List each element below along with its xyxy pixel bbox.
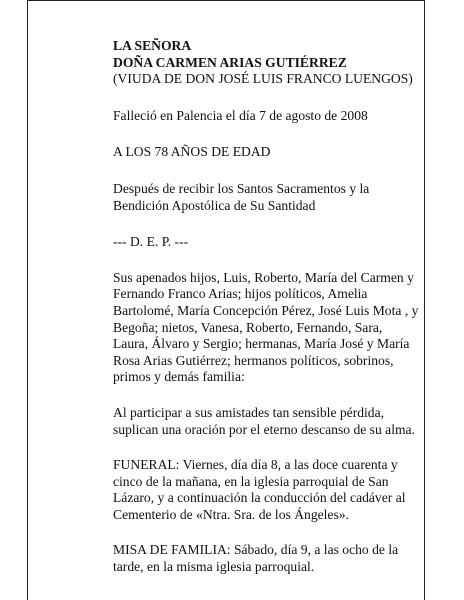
obituary-header: [113, 38, 425, 88]
funeral-paragraph: [113, 457, 425, 523]
family-line: primos y demás familia:: [113, 369, 245, 385]
deceased-name: DOÑA CARMEN ARIAS GUTIÉRREZ: [113, 54, 347, 70]
request-line: suplican una oración por el eterno descanso de su alma.: [113, 421, 415, 437]
family-line: Begoña; nietos, Vanesa, Roberto, Fernando, Sara,: [113, 319, 383, 335]
family-line: Rosa Arias Gutiérrez; hermanos políticos, sobrinos,: [113, 352, 394, 368]
sacraments-line: Después de recibir los Santos Sacramentos y la: [113, 180, 370, 196]
title-line: LA SEÑORA: [113, 38, 192, 53]
funeral-line: cinco de la mañana, en la iglesia parroquial de San: [113, 473, 389, 489]
widow-line: (VIUDA DE DON JOSÉ LUIS FRANCO LUENGOS): [113, 71, 413, 87]
request-paragraph: [113, 405, 425, 438]
family-line: Fernando Franco Arias; hijos políticos, Amelia: [113, 286, 368, 302]
family-mass-line: MISA DE FAMILIA: Sábado, día 9, a las ocho de la: [113, 542, 399, 558]
funeral-line: FUNERAL: Viernes, día día 8, a las doce cuarenta y: [113, 457, 398, 473]
funeral-line: Cementerio de «Ntra. Sra. de los Ángeles».: [113, 506, 349, 522]
request-line: Al participar a sus amistades tan sensible pérdida,: [113, 404, 385, 420]
rip-line: --- D. E. P. ---: [113, 234, 189, 250]
family-line: Laura, Álvaro y Sergio; hermanas, María José y María: [113, 336, 410, 352]
family-mass-paragraph: [113, 542, 425, 575]
sacraments-paragraph: [113, 181, 425, 214]
obituary-notice: [113, 38, 425, 576]
age-line: A LOS 78 AÑOS DE EDAD: [113, 144, 271, 160]
sacraments-line: Bendición Apostólica de Su Santidad: [113, 197, 316, 213]
family-line: Bartolomé, María Concepción Pérez, José Luis Mota , y: [113, 302, 419, 318]
family-paragraph: [113, 270, 425, 386]
family-line: Sus apenados hijos, Luis, Roberto, María del Carmen y: [113, 269, 414, 285]
family-mass-line: tarde, en la misma iglesia parroquial.: [113, 559, 315, 575]
funeral-line: Lázaro, y a continuación la conducción del cadáver al: [113, 490, 406, 506]
death-notice: Falleció en Palencia el día 7 de agosto de 2008: [113, 107, 368, 123]
